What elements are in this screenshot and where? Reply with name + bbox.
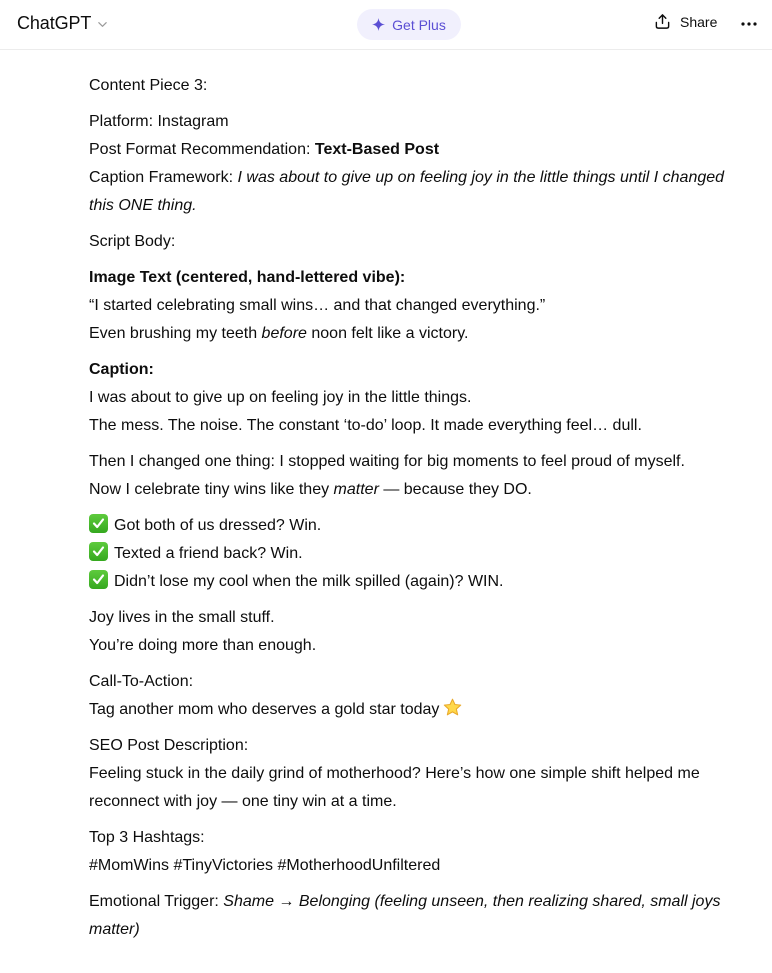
caption-shift [89,448,734,504]
caption-line-4: Now I celebrate tiny wins like they matter — because they DO. [89,481,532,498]
image-text-line2: Even brushing my teeth before noon felt like a victory. [89,325,469,342]
sparkle-icon [372,18,385,31]
check-mark-icon [89,570,108,589]
model-selector[interactable] [17,13,108,34]
win-item: Texted a friend back? Win. [89,545,303,562]
seo-label: SEO Post Description: [89,737,249,754]
top-bar [0,0,772,50]
post-meta [89,108,734,220]
seo-section [89,732,734,816]
seo-text: Feeling stuck in the daily grind of motherhood? Here’s how one simple shift helped me reconnect with joy — one tiny win at a time. [89,765,700,810]
caption-line-1: I was about to give up on feeling joy in the little things. [89,389,472,406]
image-text-label: Image Text (centered, hand-lettered vibe): [89,269,406,286]
platform-line: Platform: Instagram [89,113,229,130]
emotional-trigger: Emotional Trigger: Shame → Belonging (feeling unseen, then realizing shared, small joys matter) [89,893,721,938]
chevron-down-icon [97,19,108,30]
trigger-value: Shame → Belonging (feeling unseen, then realizing shared, small joys matter) [89,893,721,938]
get-plus-label: Get Plus [392,16,446,33]
caption-section [89,356,734,440]
hashtags-section [89,824,734,880]
check-mark-icon [89,542,108,561]
image-text-section [89,264,734,348]
wins-list [89,512,734,596]
share-upload-icon [654,13,671,30]
share-label: Share [680,13,718,30]
get-plus-button[interactable] [357,9,461,40]
format-line: Post Format Recommendation: Text-Based Post [89,141,440,158]
win-item: Got both of us dressed? Win. [89,517,321,534]
cta-label: Call-To-Action: [89,673,194,690]
cta-section [89,668,734,724]
hashtags-label: Top 3 Hashtags: [89,829,205,846]
star-icon [442,697,463,718]
caption-line-3: Then I changed one thing: I stopped waiting for big moments to feel proud of myself. [89,453,685,470]
cta-text: Tag another mom who deserves a gold star today [89,701,440,718]
script-body-label: Script Body: [89,233,176,250]
closing-line-2: You’re doing more than enough. [89,637,317,654]
hashtags-text: #MomWins #TinyVictories #MotherhoodUnfiltered [89,857,441,874]
win-item: Didn’t lose my cool when the milk spilled (again)? WIN. [89,573,503,590]
image-text-quote: “I started celebrating small wins… and that changed everything.” [89,297,546,314]
model-name: ChatGPT [17,13,92,33]
content-heading: Content Piece 3: [89,77,208,94]
ellipsis-icon [740,21,758,27]
assistant-message [89,72,734,952]
share-button[interactable] [654,13,717,30]
caption-line-2: The mess. The noise. The constant ‘to-do’ loop. It made everything feel… dull. [89,417,642,434]
closing-line-1: Joy lives in the small stuff. [89,609,275,626]
caption-label: Caption: [89,361,154,378]
caption-framework-line: Caption Framework: I was about to give up on feeling joy in the little things until I changed this ONE thing. [89,169,725,214]
more-options-button[interactable] [739,16,759,32]
check-mark-icon [89,514,108,533]
closing-lines [89,604,734,660]
